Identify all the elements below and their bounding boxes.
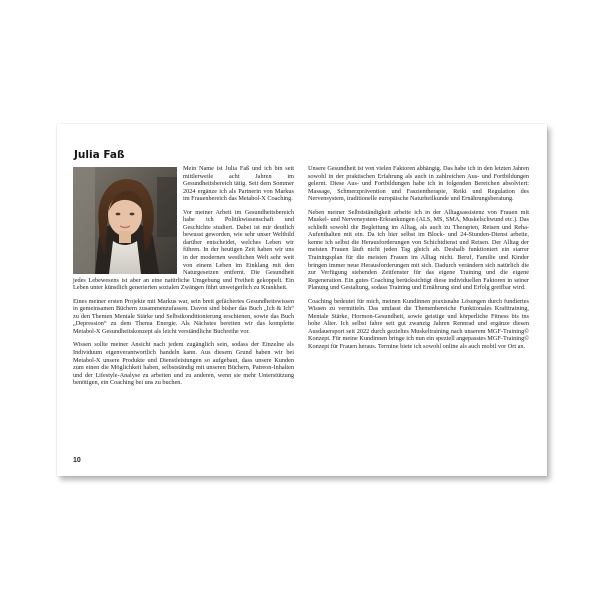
left-paragraph-3: Eines meiner ersten Projekte mit Markus war, sein breit gefächertes Gesundheitswissen in gemeinsamen Büchern zusammenzufassen. Davon sind bisher das Buch „Ich & Ich“ zu den Themen Mentale Stärke und Selbstkonditionierung erschienen, sowie das Buch „Depression“ zu dem Thema Energie. Als Nächstes bereiten wir das komplette Metabol-X Gesundheitskonzept als leicht verständliche Buchreihe vor. <box>73 297 294 335</box>
right-paragraph-1: Unsere Gesundheit ist von vielen Faktoren abhängig. Das habe ich in den letzten Jahren sowohl in der praktischen Erfahrung als auch in zahlreichen Aus- und Fortbildungen gelernt. Diese Aus- und Fortbildungen habe ich in folgenden Bereichen absolviert: Massage, Schmerzprävention und Faszientherapie, Reiki und Regulation des Nervensystem, traditionelle europäische Naturheilkunde und Ernährungsberatung. <box>308 165 529 203</box>
page-heading: Julia Faß <box>74 149 125 161</box>
portrait-photo <box>73 167 177 274</box>
left-text-column <box>73 165 294 393</box>
right-paragraph-2: Neben meiner Selbstständigkeit arbeite ich in der Alltagsassistenz von Frauen mit Muskel- und Nervensystem-Erkrankungen (ALS, MS, SMA, Muskelschwund etc.). Das schließt sowohl die Begleitung im Alltag, als auch zu Therapien, Reisen und Reha-Aufenthalten mit ein. Da ich hier selbst im Block- und 24-Stunden-Dienst arbeite, kenne ich selbst die Herausforderungen von Schichtdienst und Reisen. Der Alltag der meisten Frauen läuft nicht jeden Tag gleich ab. Deshalb funktioniert ein starrer Trainingsplan für die meisten Frauen im Alltag nicht. Beruf, Familie und Kinder bringen immer neue Herausforderungen mit sich. Dadurch verändern sich natürlich die zur Verfügung stehenden Zeitfenster für das eigene Training und die eigene Regeneration. Ein gutes Coaching berücksichtigt diese individuellen Faktoren in seiner Planung und Gestaltung, sodass Training und Ernährung sind und Erfolg greifbar wird. <box>308 208 529 292</box>
right-paragraph-3: Coaching bedeutet für mich, meinen Kundinnen praxisnahe Lösungen durch fundiertes Wissen zu vermitteln. Das umfasst die Themenbereiche Funktionales Krafttraining, Mentale Stärke, Hormon-Gesundheit, sowie geistige und körperliche Fitness bis ins hohe Alter. Ich selbst fahre seit gut zwanzig Jahren Rennrad und ergänze diesen Ausdauersport seit 2022 durch gezieltes Muskeltraining nach unserem MGF-Training© Konzept. Für meine Kundinnen bringe ich nun ein speziell angepasstes MGF-Training© Konzept für Frauen heraus. Termine biete ich sowohl online als auch mobil vor Ort an. <box>308 297 529 351</box>
left-paragraph-1: Mein Name ist Julia Faß und ich bin seit mittlerweile acht Jahren im Gesundheitsbereich tätig. Seit dem Sommer 2024 ergänze ich als Partnerin von Markus im Frauenbereich das Metabol-X Coaching. <box>183 165 294 203</box>
left-paragraph-2: Vor meiner Arbeit im Gesundheitsbereich habe ich Politikwissenschaft und Geschichte studiert. Dabei ist mir deutlich bewusst geworden, wie sehr unser Weltbild darüber entscheidet, welches Leben wir führen. In der heutigen Zeit haben wir uns in der modernen westlichen Welt sehr weit von einem Leben im Einklang mit den Naturgesetzen entfernt. Die Gesundheit jedes Lebewesens ist aber an eine natürliche Umgebung und Freiheit gekoppelt. Ein Leben unter künstlich generierten sozialen Zwängen führt unweigerlich zu Krankheit. <box>73 208 294 292</box>
magazine-page <box>57 124 547 476</box>
right-text-column <box>308 165 529 357</box>
page-number: 10 <box>73 457 81 464</box>
left-paragraph-4: Wissen sollte meiner Ansicht nach jedem zugänglich sein, sodass der Einzelne als Individuum eigenverantwortlich handeln kann. Aus diesem Grund haben wir bei Metabol-X unsere Produkte und Dienstleistungen so aufgebaut, dass unsere Kunden zum einen die Möglichkeit haben, selbstständig mit unseren Büchern, Patreon-Inhalten und der Lifestyle-Analyse zu arbeiten und zu anderen, wenn sie mehr Unterstützung benötigen, ein Coaching bei uns zu buchen. <box>73 341 294 387</box>
